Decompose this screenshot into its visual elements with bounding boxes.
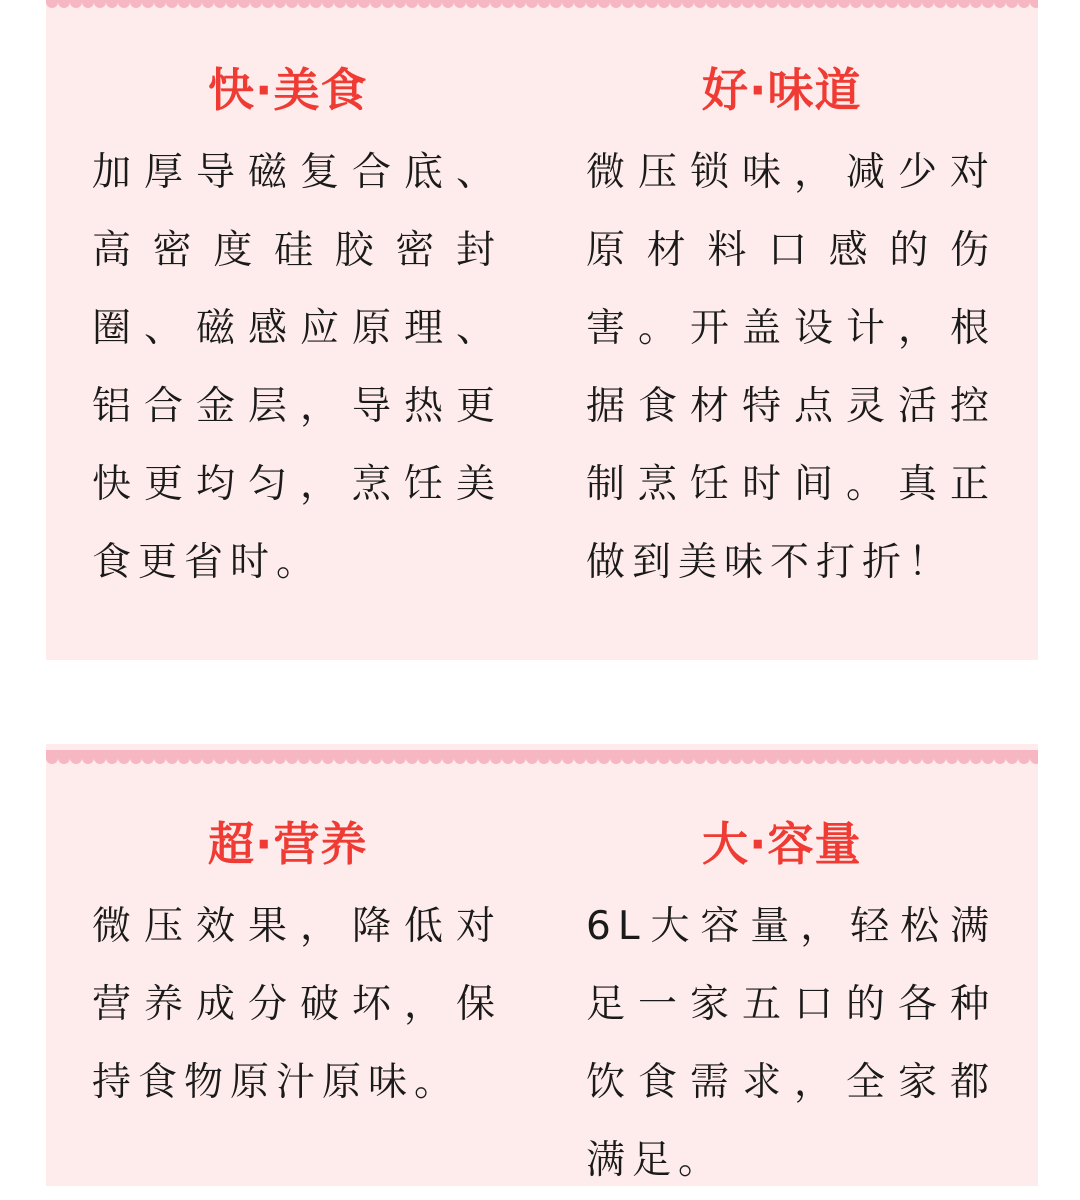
feature-title: 快·美食 (208, 63, 368, 117)
feature-card-good-taste (586, 0, 996, 602)
feature-title: 大·容量 (702, 817, 862, 871)
feature-card-fast-cooking (92, 0, 502, 602)
feature-description: 微压效果，降低对营养成分破坏，保持食物原汁原味。 (92, 904, 502, 1105)
feature-card-large-capacity (586, 744, 996, 1200)
feature-panel-top (46, 0, 1038, 660)
feature-title: 好·味道 (702, 63, 862, 117)
feature-card-nutrition (92, 744, 502, 1122)
feature-description: 微压锁味，减少对原材料口感的伤害。开盖设计，根据食材特点灵活控制烹饪时间。真正做到美味不打折！ (586, 150, 996, 585)
feature-title: 超·营养 (208, 817, 368, 871)
feature-description: 6L大容量，轻松满足一家五口的各种饮食需求，全家都满足。 (586, 904, 996, 1183)
feature-panel-bottom (46, 744, 1038, 1186)
feature-description: 加厚导磁复合底、高密度硅胶密封圈、磁感应原理、铝合金层，导热更快更均匀，烹饪美食更省时。 (92, 150, 502, 585)
